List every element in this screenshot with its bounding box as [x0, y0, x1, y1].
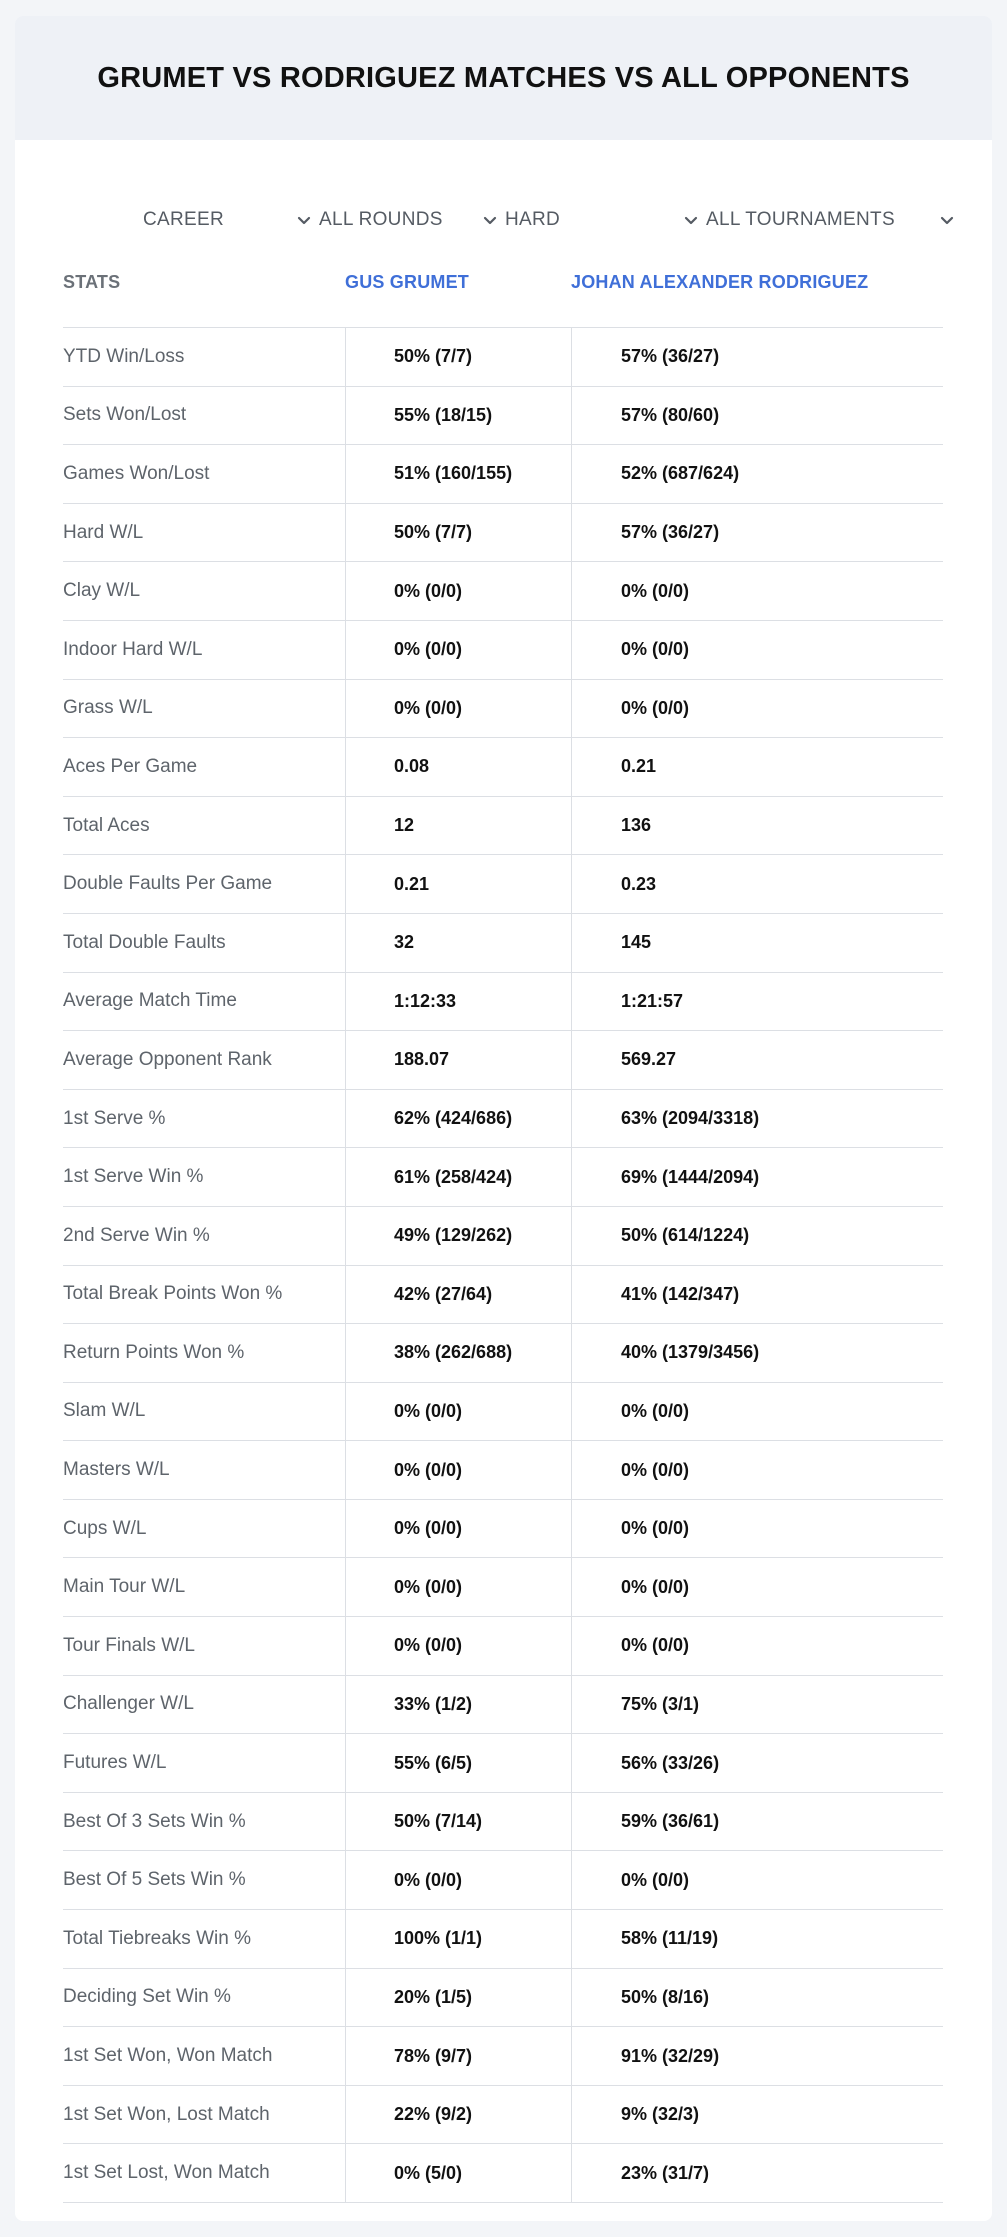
player1-value: 0% (0/0) [345, 1617, 571, 1675]
stats-card [15, 16, 992, 2221]
stat-label: Main Tour W/L [63, 1576, 186, 1598]
player2-value: 0% (0/0) [571, 1617, 943, 1675]
stat-label: Clay W/L [63, 580, 141, 602]
stat-label: Cups W/L [63, 1517, 147, 1539]
player2-value: 0.21 [571, 738, 943, 796]
stat-label: Total Double Faults [63, 931, 226, 953]
stat-label: 1st Serve Win % [63, 1166, 204, 1188]
player2-value: 0% (0/0) [571, 1558, 943, 1616]
table-row [63, 504, 943, 563]
player1-value: 42% (27/64) [345, 1266, 571, 1324]
player1-value: 0% (0/0) [345, 1441, 571, 1499]
table-row [63, 1383, 943, 1442]
player2-value: 69% (1444/2094) [571, 1148, 943, 1206]
page-title: GRUMET VS RODRIGUEZ MATCHES VS ALL OPPONENTS [97, 61, 910, 94]
table-row [63, 1207, 943, 1266]
player1-value: 1:12:33 [345, 973, 571, 1031]
player2-value: 23% (31/7) [571, 2144, 943, 2202]
player1-value: 38% (262/688) [345, 1324, 571, 1382]
stat-label: Average Match Time [63, 990, 237, 1012]
table-body [63, 328, 943, 2203]
player2-value: 0% (0/0) [571, 1851, 943, 1909]
table-row [63, 2144, 943, 2203]
player1-value: 61% (258/424) [345, 1148, 571, 1206]
player1-value: 0% (0/0) [345, 1500, 571, 1558]
table-row [63, 1617, 943, 1676]
player2-value: 58% (11/19) [571, 1910, 943, 1968]
table-row [63, 621, 943, 680]
player1-value: 78% (9/7) [345, 2027, 571, 2085]
player1-value: 22% (9/2) [345, 2086, 571, 2144]
chevron-down-icon [682, 211, 700, 229]
stat-label: 1st Set Won, Won Match [63, 2045, 273, 2067]
chevron-down-icon [295, 211, 313, 229]
stat-label: Slam W/L [63, 1400, 146, 1422]
player1-value: 12 [345, 797, 571, 855]
player1-value: 50% (7/7) [345, 328, 571, 386]
player1-value: 32 [345, 914, 571, 972]
player1-value: 20% (1/5) [345, 1969, 571, 2027]
player2-value: 145 [571, 914, 943, 972]
table-row [63, 1500, 943, 1559]
stat-label: Hard W/L [63, 521, 144, 543]
table-row [63, 387, 943, 446]
table-row [63, 562, 943, 621]
filter-label: ALL TOURNAMENTS [706, 209, 895, 230]
stat-label: 1st Serve % [63, 1107, 166, 1129]
table-row [63, 1910, 943, 1969]
stat-label: Total Break Points Won % [63, 1283, 283, 1305]
table-row [63, 328, 943, 387]
player1-value: 188.07 [345, 1031, 571, 1089]
player2-value: 1:21:57 [571, 973, 943, 1031]
player2-value: 75% (3/1) [571, 1676, 943, 1734]
player1-value: 50% (7/7) [345, 504, 571, 562]
table-row [63, 1324, 943, 1383]
player2-value: 569.27 [571, 1031, 943, 1089]
table-row [63, 738, 943, 797]
table-row [63, 445, 943, 504]
chevron-down-icon [481, 211, 499, 229]
table-row [63, 1793, 943, 1852]
surface-filter-select[interactable] [505, 188, 700, 252]
stat-label: Aces Per Game [63, 755, 198, 777]
filter-label: ALL ROUNDS [319, 209, 443, 230]
player1-value: 0% (0/0) [345, 1851, 571, 1909]
career-filter-select[interactable] [143, 188, 313, 252]
stat-label: Deciding Set Win % [63, 1986, 231, 2008]
stat-label: Games Won/Lost [63, 462, 210, 484]
table-row [63, 1734, 943, 1793]
table-row [63, 1266, 943, 1325]
stat-label: Tour Finals W/L [63, 1634, 195, 1656]
table-row [63, 914, 943, 973]
stat-label: YTD Win/Loss [63, 345, 185, 367]
player2-value: 91% (32/29) [571, 2027, 943, 2085]
player2-value: 0% (0/0) [571, 1383, 943, 1441]
table-row [63, 1851, 943, 1910]
stat-label: 2nd Serve Win % [63, 1224, 210, 1246]
stat-label: Grass W/L [63, 697, 153, 719]
player1-value: 0% (0/0) [345, 1558, 571, 1616]
player2-value: 41% (142/347) [571, 1266, 943, 1324]
player1-value: 33% (1/2) [345, 1676, 571, 1734]
stat-label: Total Aces [63, 814, 150, 836]
table-row [63, 973, 943, 1032]
stat-label: Sets Won/Lost [63, 404, 187, 426]
filter-label: CAREER [143, 209, 224, 230]
stat-label: Indoor Hard W/L [63, 638, 203, 660]
tournaments-filter-select[interactable] [706, 188, 956, 252]
player2-value: 63% (2094/3318) [571, 1090, 943, 1148]
player2-value: 40% (1379/3456) [571, 1324, 943, 1382]
table-row [63, 1676, 943, 1735]
player1-value: 0% (5/0) [345, 2144, 571, 2202]
table-row [63, 1969, 943, 2028]
player2-value: 56% (33/26) [571, 1734, 943, 1792]
player2-value: 0% (0/0) [571, 1500, 943, 1558]
player1-value: 100% (1/1) [345, 1910, 571, 1968]
player1-value: 55% (6/5) [345, 1734, 571, 1792]
player1-value: 0% (0/0) [345, 562, 571, 620]
table-row [63, 1558, 943, 1617]
player2-column-header[interactable]: JOHAN ALEXANDER RODRIGUEZ [571, 272, 869, 292]
stat-label: Futures W/L [63, 1752, 167, 1774]
table-row [63, 1441, 943, 1500]
player1-value: 49% (129/262) [345, 1207, 571, 1265]
player2-value: 0% (0/0) [571, 680, 943, 738]
player1-value: 0% (0/0) [345, 680, 571, 738]
stats-column-header: STATS [63, 272, 121, 292]
player1-value: 0% (0/0) [345, 621, 571, 679]
player2-value: 57% (80/60) [571, 387, 943, 445]
player1-column-header[interactable]: GUS GRUMET [345, 272, 470, 292]
player1-value: 55% (18/15) [345, 387, 571, 445]
player1-value: 0.08 [345, 738, 571, 796]
player2-value: 50% (614/1224) [571, 1207, 943, 1265]
card-header [15, 16, 992, 140]
player1-value: 50% (7/14) [345, 1793, 571, 1851]
player2-value: 0% (0/0) [571, 621, 943, 679]
table-row [63, 2086, 943, 2145]
player1-value: 51% (160/155) [345, 445, 571, 503]
stat-label: Average Opponent Rank [63, 1048, 272, 1070]
player2-value: 9% (32/3) [571, 2086, 943, 2144]
player2-value: 0.23 [571, 855, 943, 913]
player2-value: 59% (36/61) [571, 1793, 943, 1851]
stat-label: Best Of 3 Sets Win % [63, 1810, 246, 1832]
rounds-filter-select[interactable] [319, 188, 499, 252]
table-row [63, 1148, 943, 1207]
stat-label: Total Tiebreaks Win % [63, 1927, 251, 1949]
stat-label: 1st Set Lost, Won Match [63, 2162, 270, 2184]
player2-value: 136 [571, 797, 943, 855]
stats-table [63, 250, 943, 2203]
table-header [63, 250, 943, 328]
chevron-down-icon [938, 211, 956, 229]
player1-value: 0.21 [345, 855, 571, 913]
stat-label: Double Faults Per Game [63, 873, 273, 895]
stat-label: Masters W/L [63, 1459, 170, 1481]
table-row [63, 2027, 943, 2086]
player2-value: 0% (0/0) [571, 562, 943, 620]
player1-value: 0% (0/0) [345, 1383, 571, 1441]
stat-label: Challenger W/L [63, 1693, 194, 1715]
stat-label: Best Of 5 Sets Win % [63, 1869, 246, 1891]
player2-value: 0% (0/0) [571, 1441, 943, 1499]
table-row [63, 1031, 943, 1090]
player2-value: 50% (8/16) [571, 1969, 943, 2027]
table-row [63, 797, 943, 856]
stat-label: 1st Set Won, Lost Match [63, 2103, 270, 2125]
table-row [63, 855, 943, 914]
player1-value: 62% (424/686) [345, 1090, 571, 1148]
filter-bar [15, 188, 992, 252]
table-row [63, 680, 943, 739]
player2-value: 57% (36/27) [571, 504, 943, 562]
player2-value: 57% (36/27) [571, 328, 943, 386]
stat-label: Return Points Won % [63, 1341, 245, 1363]
player2-value: 52% (687/624) [571, 445, 943, 503]
table-row [63, 1090, 943, 1149]
filter-label: HARD [505, 209, 561, 230]
